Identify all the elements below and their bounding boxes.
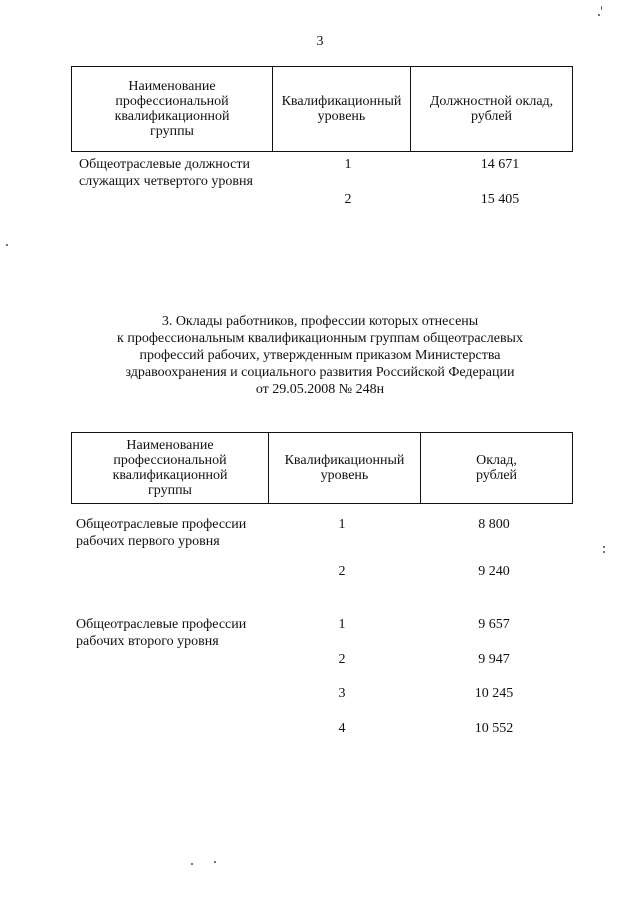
header-line: группы <box>148 483 192 498</box>
table2-group2-row2-level: 2 <box>338 652 346 667</box>
header-line: Наименование <box>128 79 216 94</box>
group-name-line: рабочих первого уровня <box>76 534 220 549</box>
header-line: группы <box>150 124 194 139</box>
group-name-line: Общеотраслевые должности <box>79 157 250 172</box>
scan-speck <box>598 14 600 16</box>
header-line: профессиональной <box>115 94 229 109</box>
scan-speck <box>603 551 605 553</box>
table2-group2-row1-level: 1 <box>338 617 346 632</box>
table1-row1-level: 1 <box>344 157 352 172</box>
table2-group2-row3-salary: 10 245 <box>474 686 514 701</box>
group-name-line: Общеотраслевые профессии <box>76 617 247 632</box>
header-line: уровень <box>317 109 366 124</box>
group-name-line: рабочих второго уровня <box>76 634 219 649</box>
heading-line: здравоохранения и социального развития Российской Федерации <box>125 365 515 380</box>
header-line: рублей <box>475 468 518 483</box>
heading-line: профессий рабочих, утвержденным приказом Министерства <box>139 348 501 363</box>
table2-group2-row4-level: 4 <box>338 721 346 736</box>
table2-group1-row1-level: 1 <box>338 517 346 532</box>
section-heading <box>60 313 580 398</box>
table2-header-group-name <box>72 433 268 503</box>
group-name-line: Общеотраслевые профессии <box>76 517 247 532</box>
table2-group1-name <box>76 516 276 550</box>
heading-line: к профессиональным квалификационным группам общеотраслевых <box>117 331 523 346</box>
table2-header <box>71 432 573 504</box>
header-line: Должностной оклад, <box>429 94 554 109</box>
header-line: Наименование <box>126 438 214 453</box>
table2-group1-row1-salary: 8 800 <box>478 517 510 532</box>
table2-header-level <box>268 433 420 503</box>
heading-line: 3. Оклады работников, профессии которых отнесены <box>161 314 479 329</box>
table1-row2-salary: 15 405 <box>480 192 520 207</box>
table1-header-group-name <box>72 67 272 151</box>
table2-group1-row2-level: 2 <box>338 564 346 579</box>
table2-group2-row4-salary: 10 552 <box>474 721 514 736</box>
table1-row2-level: 2 <box>344 192 352 207</box>
table2-group2-row2-salary: 9 947 <box>478 652 510 667</box>
header-line: Оклад, <box>476 453 517 468</box>
heading-line: от 29.05.2008 № 248н <box>255 382 385 397</box>
scan-speck <box>603 546 605 548</box>
group-name-line: служащих четвертого уровня <box>79 174 253 189</box>
table2-group1-row2-salary: 9 240 <box>478 564 510 579</box>
scan-speck <box>601 6 602 10</box>
table2-group2-row3-level: 3 <box>338 686 346 701</box>
table1-group-name <box>79 156 279 190</box>
scan-speck <box>191 863 193 865</box>
table1-header-level <box>272 67 410 151</box>
table1-header <box>71 66 573 152</box>
scan-speck <box>214 861 216 863</box>
page-number: 3 <box>316 34 324 49</box>
header-line: профессиональной <box>113 453 227 468</box>
header-line: уровень <box>320 468 369 483</box>
table1-header-salary <box>410 67 572 151</box>
table2-group2-row1-salary: 9 657 <box>478 617 510 632</box>
header-line: Квалификационный <box>281 94 402 109</box>
table2-group2-name <box>76 616 276 650</box>
scan-speck <box>6 244 8 246</box>
header-line: Квалификационный <box>284 453 405 468</box>
table2-header-salary <box>420 433 572 503</box>
header-line: рублей <box>470 109 513 124</box>
table1-row1-salary: 14 671 <box>480 157 520 172</box>
header-line: квалификационной <box>112 468 228 483</box>
header-line: квалификационной <box>114 109 230 124</box>
